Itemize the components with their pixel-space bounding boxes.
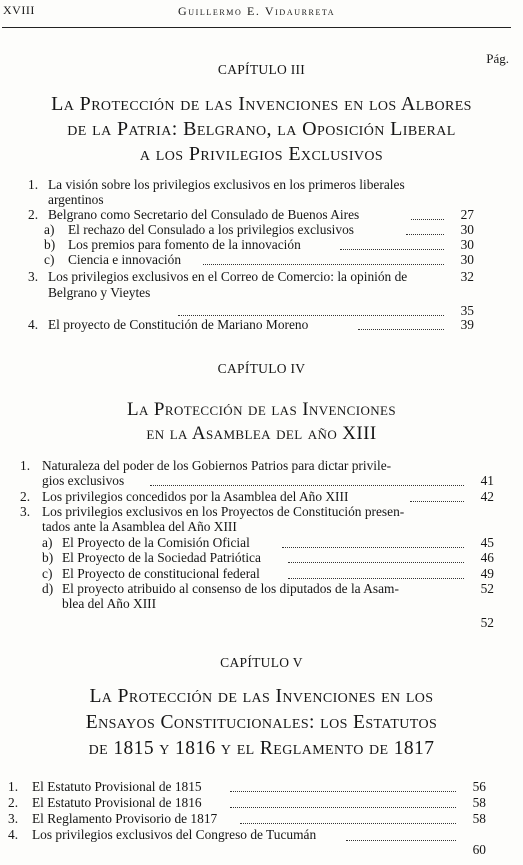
toc-page-number: 42 <box>480 489 494 504</box>
chapter-5-title-line: La Protección de las Invenciones en los <box>89 686 434 707</box>
toc-entry[interactable]: 3. El Reglamento Provisorio de 1817 58 <box>8 811 486 826</box>
dot-leader <box>346 839 456 841</box>
toc-subentry[interactable]: b) Los premios para fomento de la innovación 30 <box>44 237 474 252</box>
chapter-5-title-line: Ensayos Constitucionales: los Estatutos <box>85 712 438 733</box>
chapter-3-toc <box>28 176 474 336</box>
toc-page-number: 27 <box>460 207 474 222</box>
toc-entry[interactable]: 1. La visión sobre los privilegios exclusivos en los primeros liberales <box>28 177 405 192</box>
toc-entry[interactable]: 4. Los privilegios exclusivos del Congreso de Tucumán <box>8 827 317 842</box>
dot-leader <box>406 233 444 235</box>
dot-leader <box>288 561 464 563</box>
toc-entry[interactable]: 1. El Estatuto Provisional de 1815 56 <box>8 779 486 794</box>
chapter-3-heading: CAPÍTULO III <box>217 62 306 77</box>
dot-leader <box>410 500 464 502</box>
running-author: Guillermo E. Vidaurreta <box>178 4 336 18</box>
dot-leader <box>150 484 464 486</box>
toc-entry-continuation: tados ante la Asamblea del Año XIII <box>42 519 237 534</box>
chapter-5-title-line: de 1815 y 1816 y el Reglamento de 1817 <box>88 738 435 759</box>
toc-page-number: 41 <box>480 473 494 488</box>
toc-subentry[interactable]: d) El proyecto atribuido al consenso de los diputados de la Asam- 52 <box>42 581 494 596</box>
chapter-3-title-line: a los Privilegios Exclusivos <box>139 143 384 165</box>
chapter-4-toc <box>20 457 494 637</box>
chapter-4-title-line: La Protección de las Invenciones <box>126 399 397 420</box>
toc-subentry[interactable]: a) El Proyecto de la Comisión Oficial 45 <box>42 535 494 550</box>
dot-leader <box>203 263 444 265</box>
chapter-3-title <box>20 92 503 167</box>
toc-page-number: 58 <box>472 811 486 826</box>
chapter-4-title-line: en la Asamblea del año XIII <box>146 423 377 444</box>
toc-entry[interactable]: 1. Naturaleza del poder de los Gobiernos Patrios para dictar privile- <box>20 458 392 473</box>
toc-page-number: 58 <box>472 795 486 810</box>
toc-entry-continuation: gios exclusivos 41 <box>42 473 494 488</box>
toc-page-number: 46 <box>480 550 494 565</box>
toc-page-number: 52 <box>480 615 494 630</box>
chapter-4-title <box>20 398 503 446</box>
toc-subentry[interactable]: a) El rechazo del Consulado a los privilegios exclusivos 30 <box>44 222 474 237</box>
toc-entry[interactable]: 2. Belgrano como Secretario del Consulado de Buenos Aires 27 <box>28 207 474 222</box>
chapter-3-title-line: de la Patria: Belgrano, la Oposición Liberal <box>67 118 456 140</box>
page-number: XVIII <box>3 3 35 17</box>
toc-entry-continuation: Belgrano y Vieytes <box>48 285 151 300</box>
toc-entry[interactable]: 2. El Estatuto Provisional de 1816 58 <box>8 795 486 810</box>
dot-leader <box>240 822 456 824</box>
dot-leader <box>288 577 464 579</box>
toc-entry[interactable]: 4. El proyecto de Constitución de Mariano Moreno 39 <box>28 317 474 332</box>
chapter-5-heading: CAPÍTULO V <box>220 655 303 670</box>
toc-page-number: 30 <box>460 237 474 252</box>
dot-leader <box>230 790 456 792</box>
dot-leader <box>411 218 444 220</box>
chapter-5-toc <box>8 778 486 858</box>
dot-leader <box>358 328 444 330</box>
dot-leader <box>230 806 456 808</box>
toc-page-number: 56 <box>472 779 486 794</box>
toc-page-number: 45 <box>480 535 494 550</box>
toc-subentry[interactable]: c) El Proyecto de constitucional federal 49 <box>42 566 494 581</box>
toc-page-number: 32 <box>460 269 474 284</box>
chapter-5-title <box>20 684 503 762</box>
toc-subentry[interactable]: b) El Proyecto de la Sociedad Patriótica 46 <box>42 550 494 565</box>
chapter-4-heading: CAPÍTULO IV <box>217 361 306 376</box>
dot-leader <box>340 248 444 250</box>
toc-entry-continuation: argentinos <box>48 192 104 207</box>
page-column-label: Pág. <box>486 51 509 66</box>
toc-page-number: 30 <box>460 252 474 267</box>
toc-subentry[interactable]: c) Ciencia e innovación 30 <box>44 252 474 267</box>
toc-page-number: 30 <box>460 222 474 237</box>
dot-leader <box>282 546 464 548</box>
toc-entry[interactable]: 3. Los privilegios exclusivos en el Correo de Comercio: la opinión de 32 <box>28 269 474 284</box>
header-rule <box>2 27 511 28</box>
toc-page-only <box>20 614 494 632</box>
toc-page-number: 35 <box>460 303 474 318</box>
toc-page-number: 52 <box>480 581 494 596</box>
toc-entry[interactable]: 2. Los privilegios concedidos por la Asamblea del Año XIII 42 <box>20 489 494 504</box>
chapter-3-title-line: La Protección de las Invenciones en los Albores <box>51 93 472 115</box>
toc-page-number: 39 <box>460 317 474 332</box>
toc-page-number: 60 <box>472 842 486 857</box>
toc-page-only <box>8 841 486 859</box>
toc-page-number: 49 <box>480 566 494 581</box>
running-header <box>0 0 523 30</box>
toc-entry[interactable]: 3. Los privilegios exclusivos en los Proyectos de Constitución presen- <box>20 504 405 519</box>
toc-entry-continuation: blea del Año XIII <box>62 596 157 611</box>
